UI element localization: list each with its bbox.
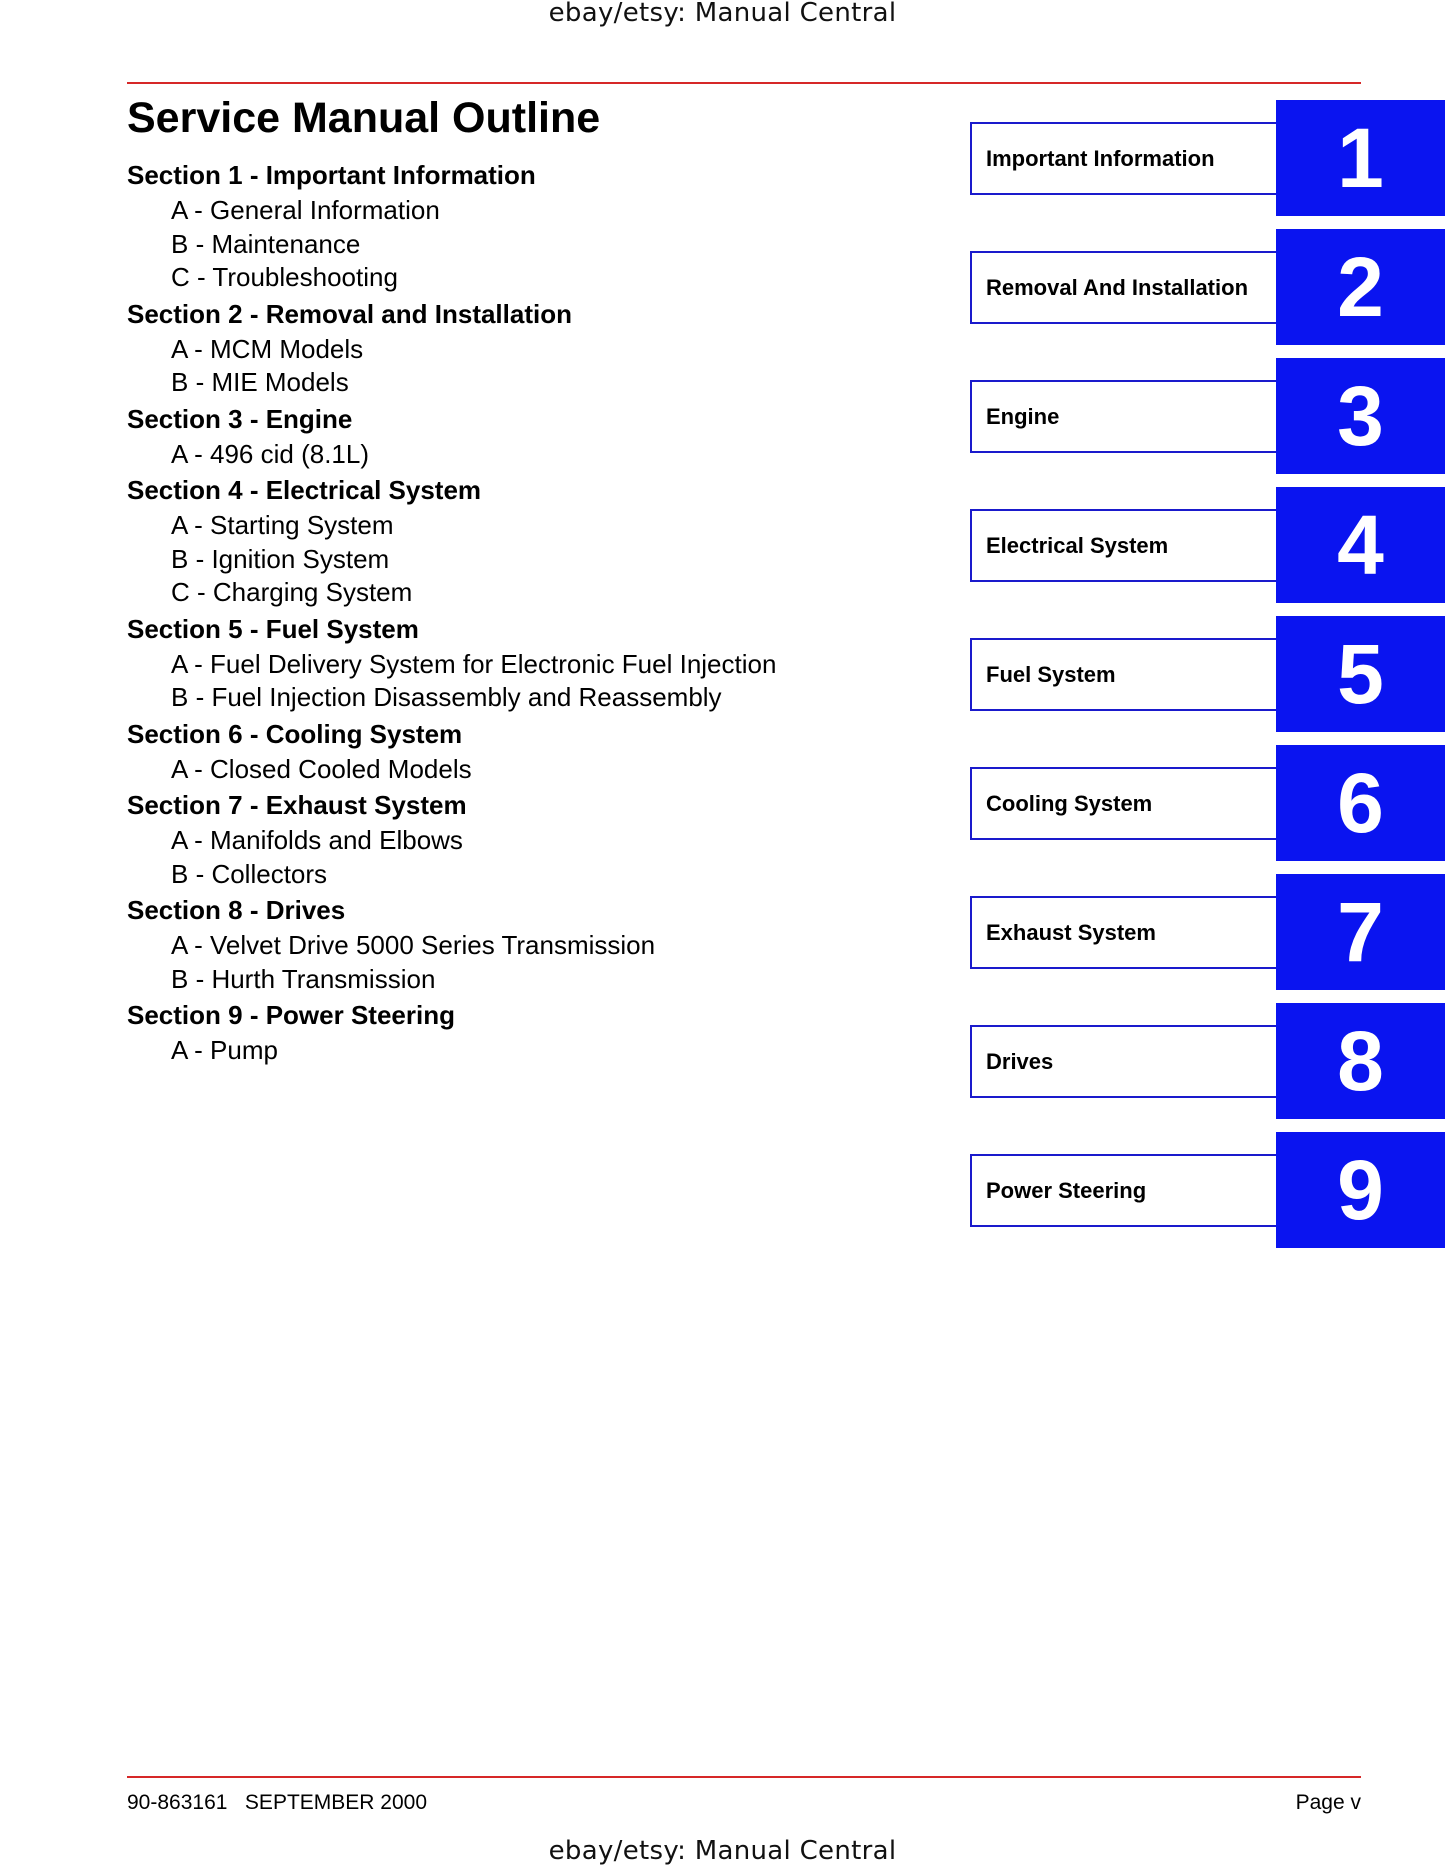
- header-rule: [127, 82, 1361, 84]
- footer-document-number: 90-863161 SEPTEMBER 2000: [127, 1791, 428, 1814]
- tab-label: Fuel System: [986, 662, 1116, 687]
- tab-label: Cooling System: [986, 791, 1153, 816]
- section-tab-9[interactable]: [970, 1132, 1445, 1248]
- subsection-item[interactable]: A - General Information: [171, 195, 440, 225]
- outline-section-9: [127, 996, 957, 1068]
- subsection-item[interactable]: A - Velvet Drive 5000 Series Transmission: [171, 930, 656, 960]
- subsection-item[interactable]: A - Pump: [171, 1035, 278, 1065]
- section-tab-4[interactable]: [970, 487, 1445, 603]
- section-heading[interactable]: Section 3 - Engine: [127, 403, 353, 434]
- subsection-item[interactable]: B - Collectors: [171, 858, 328, 889]
- outline-section-1: [127, 156, 957, 295]
- outline-section-4: [127, 471, 957, 610]
- tab-label-box: [970, 1154, 1276, 1227]
- section-heading[interactable]: Section 6 - Cooling System: [127, 718, 463, 749]
- subsection-item[interactable]: B - Ignition System: [171, 543, 390, 574]
- outline-section-5: [127, 610, 957, 715]
- subsection-item[interactable]: B - Hurth Transmission: [171, 963, 436, 994]
- section-tab-1[interactable]: [970, 100, 1445, 216]
- section-heading[interactable]: Section 9 - Power Steering: [127, 1000, 455, 1030]
- tab-number: 8: [1276, 1003, 1445, 1119]
- tab-number: 2: [1276, 229, 1445, 345]
- tab-label-box: [970, 638, 1276, 711]
- section-tab-2[interactable]: [970, 229, 1445, 345]
- section-heading[interactable]: Section 7 - Exhaust System: [127, 790, 467, 820]
- tab-label-box: [970, 767, 1276, 840]
- tab-label-box: [970, 380, 1276, 453]
- subsection-item[interactable]: C - Charging System: [171, 577, 413, 607]
- subsection-item[interactable]: A - Manifolds and Elbows: [171, 825, 463, 855]
- tab-number: 6: [1276, 745, 1445, 861]
- section-heading[interactable]: Section 4 - Electrical System: [127, 475, 482, 505]
- tab-number: 9: [1276, 1132, 1445, 1248]
- outline-section-8: [127, 891, 957, 996]
- tab-number: 1: [1276, 100, 1445, 216]
- outline-section-7: [127, 786, 957, 891]
- tab-number: 5: [1276, 616, 1445, 732]
- subsection-item[interactable]: B - Fuel Injection Disassembly and Reassembly: [171, 682, 722, 712]
- section-tab-8[interactable]: [970, 1003, 1445, 1119]
- subsection-item[interactable]: B - MIE Models: [171, 367, 349, 397]
- tab-label: Engine: [986, 404, 1060, 429]
- outline-section-2: [127, 295, 957, 400]
- section-heading[interactable]: Section 8 - Drives: [127, 895, 346, 925]
- outline-section-6: [127, 715, 957, 787]
- watermark-top: ebay/etsy: Manual Central: [548, 0, 897, 28]
- section-outline: [127, 156, 957, 1068]
- subsection-item[interactable]: A - 496 cid (8.1L): [171, 438, 369, 469]
- subsection-item[interactable]: A - Starting System: [171, 510, 394, 540]
- subsection-item[interactable]: C - Troubleshooting: [171, 262, 398, 292]
- tab-label-box: [970, 251, 1276, 324]
- tab-number: 7: [1276, 874, 1445, 990]
- tab-label-box: [970, 1025, 1276, 1098]
- outline-section-3: [127, 400, 957, 472]
- section-tab-5[interactable]: [970, 616, 1445, 732]
- section-heading[interactable]: Section 5 - Fuel System: [127, 613, 419, 644]
- page-title: Service Manual Outline: [127, 94, 601, 142]
- subsection-item[interactable]: B - Maintenance: [171, 228, 361, 259]
- tab-number: 3: [1276, 358, 1445, 474]
- subsection-item[interactable]: A - Fuel Delivery System for Electronic Fuel Injection: [171, 648, 777, 679]
- tab-label-box: [970, 896, 1276, 969]
- tab-label: Exhaust System: [986, 920, 1156, 945]
- section-tab-6[interactable]: [970, 745, 1445, 861]
- section-tab-7[interactable]: [970, 874, 1445, 990]
- tab-label: Power Steering: [986, 1178, 1147, 1203]
- section-tab-3[interactable]: [970, 358, 1445, 474]
- tab-number: 4: [1276, 487, 1445, 603]
- tab-label: Drives: [986, 1049, 1054, 1074]
- tab-label: Removal And Installation: [986, 275, 1249, 300]
- watermark-bottom: ebay/etsy: Manual Central: [548, 1836, 897, 1866]
- section-heading[interactable]: Section 2 - Removal and Installation: [127, 298, 572, 329]
- tab-label: Electrical System: [986, 533, 1169, 558]
- subsection-item[interactable]: A - MCM Models: [171, 333, 364, 364]
- subsection-item[interactable]: A - Closed Cooled Models: [171, 753, 472, 784]
- footer-page-number: Page v: [1295, 1791, 1361, 1814]
- tab-label-box: [970, 122, 1276, 195]
- tab-label-box: [970, 509, 1276, 582]
- section-heading[interactable]: Section 1 - Important Information: [127, 160, 536, 190]
- footer-rule: [127, 1776, 1361, 1778]
- tab-label: Important Information: [986, 146, 1215, 171]
